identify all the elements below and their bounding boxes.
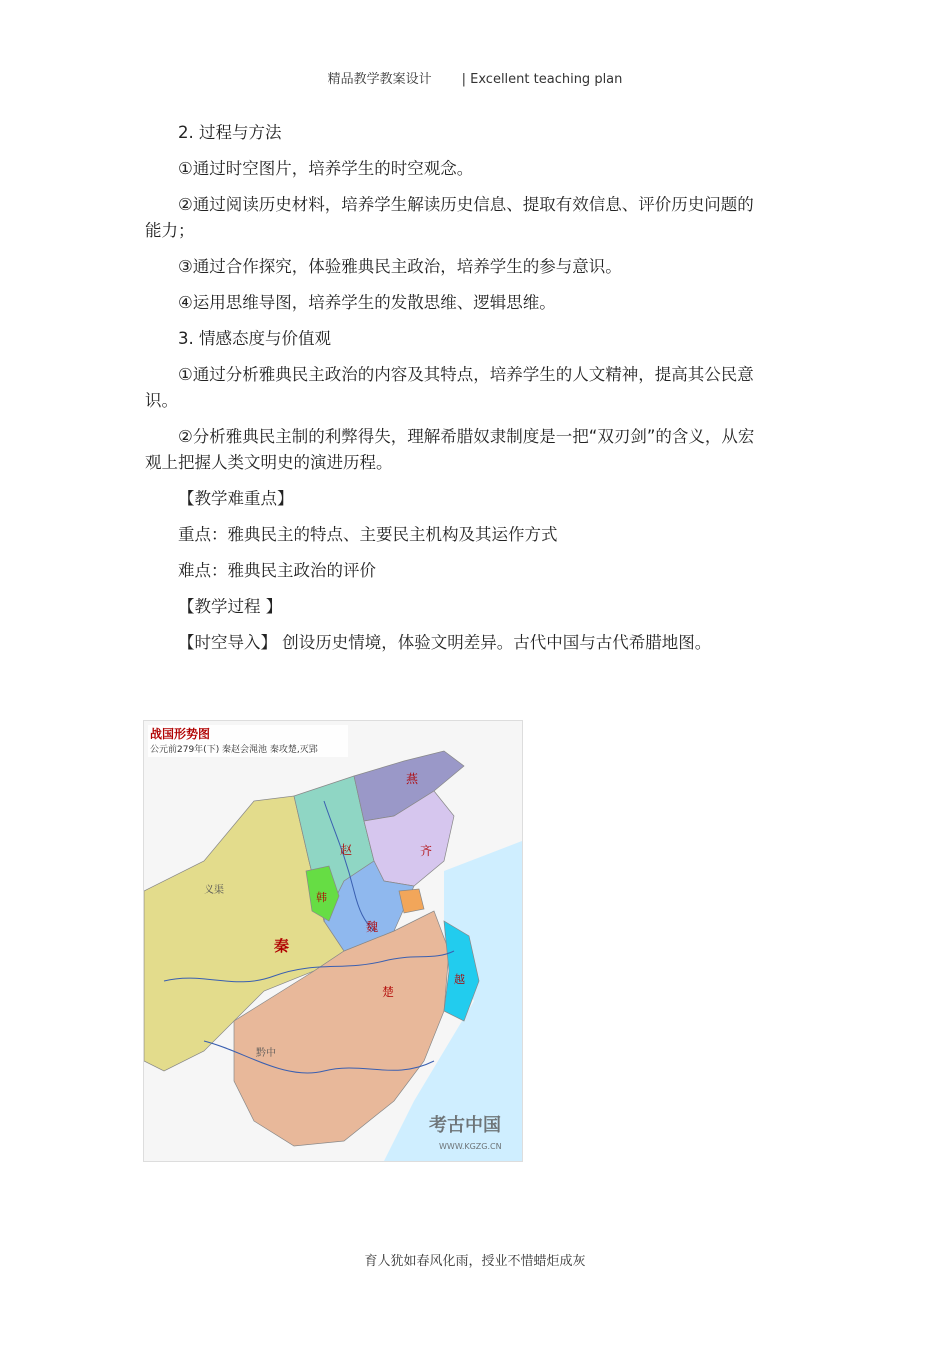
page-footer: 育人犹如春风化雨，授业不惜蜡炬成灰 xyxy=(364,1254,586,1269)
paragraph: ③通过合作探究，体验雅典民主政治，培养学生的参与意识。 xyxy=(178,257,622,276)
label-yue: 越 xyxy=(454,973,465,986)
paragraph: ②通过阅读历史材料，培养学生解读历史信息、提取有效信息、评价历史问题的能力； xyxy=(145,195,754,240)
paragraph: 难点：雅典民主政治的评价 xyxy=(178,561,376,580)
paragraph: ①通过时空图片，培养学生的时空观念。 xyxy=(178,159,474,178)
map-watermark-url: WWW.KGZG.CN xyxy=(439,1142,502,1151)
section-heading-process: 2. 过程与方法 xyxy=(178,123,282,142)
header-left: 精品教学教案设计 xyxy=(327,72,432,87)
section-heading-attitude: 3. 情感态度与价值观 xyxy=(178,329,331,348)
label-wei: 魏 xyxy=(366,920,379,934)
paragraph: ④运用思维导图，培养学生的发散思维、逻辑思维。 xyxy=(178,293,556,312)
paragraph: ②分析雅典民主制的利弊得失，理解希腊奴隶制度是一把“双刃剑”的含义，从宏观上把握人类文明史的演进历程。 xyxy=(145,427,755,472)
section-heading-process-teaching: 【教学过程 】 xyxy=(178,597,283,616)
map-subtitle: 公元前279年(下) 秦赵会渑池 秦攻楚,灭郢 xyxy=(150,745,318,755)
paragraph: ①通过分析雅典民主政治的内容及其特点，培养学生的人文精神，提高其公民意识。 xyxy=(145,365,754,410)
map-title: 战国形势图 xyxy=(150,727,211,741)
label-yan: 燕 xyxy=(406,772,419,786)
label-zhao: 赵 xyxy=(340,843,353,857)
map-graphic xyxy=(144,721,522,1161)
label-qin: 秦 xyxy=(274,937,290,955)
header-right: | Excellent teaching plan xyxy=(461,72,623,87)
label-yiqu: 义渠 xyxy=(204,885,224,896)
warring-states-map xyxy=(143,720,523,1162)
document-body xyxy=(145,120,755,666)
page-header xyxy=(0,68,950,87)
label-qi: 齐 xyxy=(420,844,433,858)
map-watermark: 考古中国 xyxy=(429,1115,501,1136)
label-han: 韩 xyxy=(316,891,327,904)
paragraph: 重点：雅典民主的特点、主要民主机构及其运作方式 xyxy=(178,525,558,544)
paragraph: 【时空导入】 创设历史情境，体验文明差异。古代中国与古代希腊地图。 xyxy=(178,633,712,652)
section-heading-key-points: 【教学难重点】 xyxy=(178,489,294,508)
label-bazhong: 黔中 xyxy=(256,1048,276,1059)
label-chu: 楚 xyxy=(382,985,395,999)
